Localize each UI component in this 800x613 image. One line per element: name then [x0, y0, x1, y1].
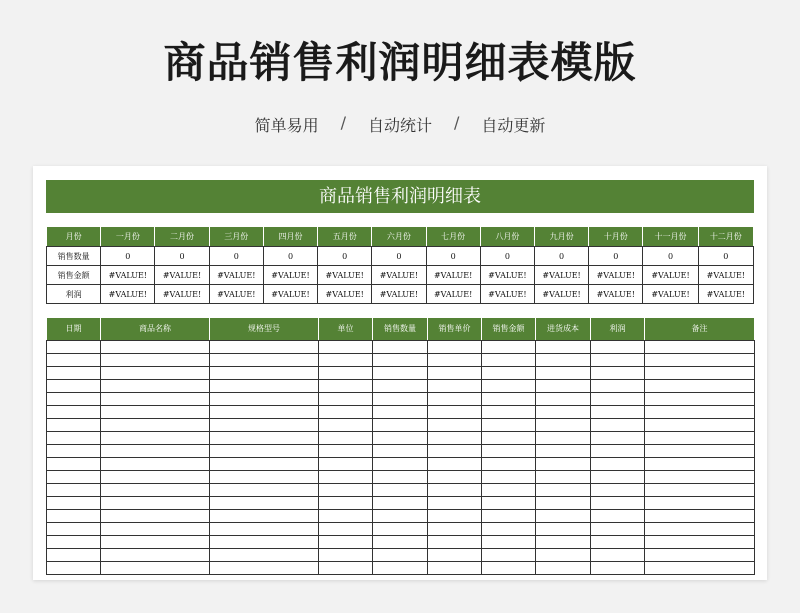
sales-detail-table	[46, 318, 755, 575]
detail-cell[interactable]	[591, 340, 645, 353]
summary-header-month: 月份	[47, 227, 101, 247]
detail-cell[interactable]	[210, 535, 319, 548]
detail-cell[interactable]	[482, 366, 536, 379]
detail-cell[interactable]	[210, 496, 319, 509]
detail-cell[interactable]	[373, 457, 428, 470]
detail-cell[interactable]	[591, 470, 645, 483]
detail-cell[interactable]	[373, 405, 428, 418]
detail-cell[interactable]	[101, 366, 210, 379]
detail-cell[interactable]	[591, 457, 645, 470]
summary-cell[interactable]: #VALUE!	[263, 285, 317, 304]
detail-cell[interactable]	[536, 340, 591, 353]
detail-cell[interactable]	[319, 392, 373, 405]
summary-cell[interactable]: #VALUE!	[318, 266, 372, 285]
detail-cell[interactable]	[645, 535, 755, 548]
summary-cell[interactable]: 0	[372, 247, 426, 266]
detail-cell[interactable]	[210, 366, 319, 379]
summary-header-cell: 十一月份	[643, 227, 698, 247]
table-row	[47, 483, 755, 496]
detail-cell[interactable]	[101, 509, 210, 522]
detail-cell[interactable]	[210, 405, 319, 418]
detail-cell[interactable]	[319, 418, 373, 431]
detail-cell[interactable]	[210, 340, 319, 353]
detail-cell[interactable]	[47, 548, 101, 561]
summary-row-label[interactable]: 销售金额	[47, 266, 101, 285]
detail-cell[interactable]	[101, 535, 210, 548]
table-row	[47, 444, 755, 457]
summary-header-cell: 七月份	[426, 227, 480, 247]
detail-cell[interactable]	[101, 392, 210, 405]
detail-cell[interactable]	[482, 509, 536, 522]
summary-header-cell: 四月份	[263, 227, 317, 247]
detail-cell[interactable]	[428, 379, 482, 392]
table-row	[47, 353, 755, 366]
detail-cell[interactable]	[591, 509, 645, 522]
detail-cell[interactable]	[482, 496, 536, 509]
summary-cell[interactable]: #VALUE!	[372, 266, 426, 285]
detail-cell[interactable]	[428, 535, 482, 548]
detail-cell[interactable]	[47, 366, 101, 379]
feature-auto-stats: 自动统计	[367, 116, 432, 135]
detail-cell[interactable]	[101, 340, 210, 353]
detail-cell[interactable]	[428, 431, 482, 444]
summary-header-cell: 三月份	[209, 227, 263, 247]
summary-header-cell: 九月份	[534, 227, 588, 247]
separator: /	[454, 113, 460, 132]
detail-cell[interactable]	[645, 353, 755, 366]
summary-cell[interactable]: #VALUE!	[101, 266, 155, 285]
detail-cell[interactable]	[210, 548, 319, 561]
detail-header-cell: 日期	[47, 318, 101, 340]
detail-cell[interactable]	[536, 496, 591, 509]
summary-header-row	[47, 227, 754, 247]
detail-cell[interactable]	[47, 535, 101, 548]
detail-cell[interactable]	[428, 561, 482, 574]
detail-cell[interactable]	[210, 509, 319, 522]
summary-cell[interactable]: #VALUE!	[589, 285, 643, 304]
detail-cell[interactable]	[645, 522, 755, 535]
detail-cell[interactable]	[47, 444, 101, 457]
detail-cell[interactable]	[482, 392, 536, 405]
detail-cell[interactable]	[373, 379, 428, 392]
detail-cell[interactable]	[591, 548, 645, 561]
detail-cell[interactable]	[591, 535, 645, 548]
table-row	[47, 379, 755, 392]
summary-header-cell: 六月份	[372, 227, 426, 247]
detail-cell[interactable]	[591, 522, 645, 535]
detail-cell[interactable]	[482, 444, 536, 457]
feature-easy: 简单易用	[254, 116, 319, 135]
detail-cell[interactable]	[645, 561, 755, 574]
table-row	[47, 509, 755, 522]
detail-cell[interactable]	[210, 392, 319, 405]
detail-cell[interactable]	[536, 392, 591, 405]
summary-cell[interactable]: 0	[643, 247, 698, 266]
detail-cell[interactable]	[319, 470, 373, 483]
detail-cell[interactable]	[428, 418, 482, 431]
summary-cell[interactable]: 0	[263, 247, 317, 266]
detail-cell[interactable]	[373, 522, 428, 535]
detail-cell[interactable]	[319, 457, 373, 470]
detail-cell[interactable]	[536, 561, 591, 574]
detail-cell[interactable]	[536, 431, 591, 444]
detail-cell[interactable]	[591, 405, 645, 418]
detail-cell[interactable]	[591, 444, 645, 457]
sheet-banner: 商品销售利润明细表	[46, 180, 754, 213]
detail-cell[interactable]	[591, 366, 645, 379]
detail-cell[interactable]	[319, 340, 373, 353]
detail-cell[interactable]	[319, 353, 373, 366]
summary-cell[interactable]: #VALUE!	[698, 266, 753, 285]
summary-row	[47, 285, 754, 304]
detail-cell[interactable]	[101, 548, 210, 561]
detail-cell[interactable]	[373, 366, 428, 379]
summary-cell[interactable]: #VALUE!	[101, 285, 155, 304]
table-row	[47, 561, 755, 574]
summary-header-cell: 十二月份	[698, 227, 753, 247]
summary-header-cell: 一月份	[101, 227, 155, 247]
detail-cell[interactable]	[373, 561, 428, 574]
table-row	[47, 431, 755, 444]
detail-header-cell: 商品名称	[101, 318, 210, 340]
detail-cell[interactable]	[645, 457, 755, 470]
detail-cell[interactable]	[645, 483, 755, 496]
detail-cell[interactable]	[536, 470, 591, 483]
detail-cell[interactable]	[47, 470, 101, 483]
summary-header-cell: 十月份	[589, 227, 643, 247]
detail-cell[interactable]	[591, 379, 645, 392]
detail-header-cell: 备注	[645, 318, 755, 340]
detail-cell[interactable]	[47, 509, 101, 522]
detail-cell[interactable]	[47, 457, 101, 470]
table-row	[47, 457, 755, 470]
table-row	[47, 366, 755, 379]
detail-header-cell: 销售单价	[428, 318, 482, 340]
detail-cell[interactable]	[47, 379, 101, 392]
detail-cell[interactable]	[536, 483, 591, 496]
detail-cell[interactable]	[428, 340, 482, 353]
detail-cell[interactable]	[482, 561, 536, 574]
table-row	[47, 405, 755, 418]
detail-cell[interactable]	[47, 353, 101, 366]
table-row	[47, 392, 755, 405]
detail-cell[interactable]	[47, 483, 101, 496]
summary-cell[interactable]: #VALUE!	[155, 266, 209, 285]
detail-cell[interactable]	[428, 509, 482, 522]
feature-list	[0, 113, 800, 136]
detail-cell[interactable]	[47, 418, 101, 431]
detail-cell[interactable]	[482, 405, 536, 418]
summary-cell[interactable]: #VALUE!	[209, 285, 263, 304]
detail-header-cell: 单位	[319, 318, 373, 340]
detail-cell[interactable]	[210, 561, 319, 574]
summary-cell[interactable]: 0	[480, 247, 534, 266]
detail-cell[interactable]	[373, 340, 428, 353]
summary-cell[interactable]: 0	[534, 247, 588, 266]
detail-cell[interactable]	[482, 522, 536, 535]
summary-cell[interactable]: 0	[209, 247, 263, 266]
summary-cell[interactable]: 0	[426, 247, 480, 266]
detail-cell[interactable]	[645, 470, 755, 483]
detail-cell[interactable]	[373, 418, 428, 431]
detail-cell[interactable]	[101, 444, 210, 457]
summary-row-label[interactable]: 利润	[47, 285, 101, 304]
detail-cell[interactable]	[210, 353, 319, 366]
detail-header-cell: 规格型号	[210, 318, 319, 340]
detail-cell[interactable]	[319, 522, 373, 535]
feature-auto-update: 自动更新	[481, 116, 546, 135]
detail-cell[interactable]	[101, 418, 210, 431]
detail-cell[interactable]	[101, 470, 210, 483]
detail-cell[interactable]	[428, 405, 482, 418]
spreadsheet-preview	[33, 166, 767, 580]
detail-cell[interactable]	[536, 418, 591, 431]
detail-cell[interactable]	[591, 392, 645, 405]
monthly-summary-table	[46, 226, 754, 304]
detail-cell[interactable]	[536, 457, 591, 470]
detail-cell[interactable]	[47, 405, 101, 418]
detail-cell[interactable]	[645, 431, 755, 444]
summary-cell[interactable]: #VALUE!	[643, 285, 698, 304]
detail-cell[interactable]	[319, 366, 373, 379]
detail-cell[interactable]	[482, 353, 536, 366]
detail-cell[interactable]	[645, 340, 755, 353]
detail-cell[interactable]	[536, 548, 591, 561]
detail-cell[interactable]	[319, 405, 373, 418]
detail-cell[interactable]	[101, 431, 210, 444]
detail-cell[interactable]	[591, 418, 645, 431]
detail-cell[interactable]	[101, 496, 210, 509]
detail-cell[interactable]	[101, 379, 210, 392]
summary-cell[interactable]: #VALUE!	[480, 285, 534, 304]
detail-cell[interactable]	[482, 340, 536, 353]
table-row	[47, 496, 755, 509]
detail-cell[interactable]	[319, 509, 373, 522]
detail-cell[interactable]	[210, 522, 319, 535]
detail-cell[interactable]	[536, 405, 591, 418]
table-row	[47, 340, 755, 353]
summary-cell[interactable]: #VALUE!	[426, 266, 480, 285]
detail-cell[interactable]	[47, 522, 101, 535]
detail-cell[interactable]	[47, 431, 101, 444]
detail-cell[interactable]	[645, 496, 755, 509]
summary-row	[47, 266, 754, 285]
detail-cell[interactable]	[428, 444, 482, 457]
detail-cell[interactable]	[536, 353, 591, 366]
table-row	[47, 418, 755, 431]
detail-cell[interactable]	[645, 405, 755, 418]
detail-cell[interactable]	[373, 483, 428, 496]
detail-cell[interactable]	[210, 457, 319, 470]
detail-cell[interactable]	[373, 548, 428, 561]
summary-cell[interactable]: #VALUE!	[209, 266, 263, 285]
detail-cell[interactable]	[428, 353, 482, 366]
detail-cell[interactable]	[101, 353, 210, 366]
detail-cell[interactable]	[210, 483, 319, 496]
detail-cell[interactable]	[536, 522, 591, 535]
detail-cell[interactable]	[591, 353, 645, 366]
summary-header-cell: 五月份	[318, 227, 372, 247]
detail-cell[interactable]	[373, 509, 428, 522]
detail-cell[interactable]	[373, 496, 428, 509]
detail-cell[interactable]	[210, 418, 319, 431]
detail-cell[interactable]	[482, 470, 536, 483]
detail-header-cell: 销售金额	[482, 318, 536, 340]
detail-cell[interactable]	[101, 457, 210, 470]
summary-cell[interactable]: 0	[155, 247, 209, 266]
summary-cell[interactable]: #VALUE!	[589, 266, 643, 285]
detail-cell[interactable]	[482, 535, 536, 548]
table-row	[47, 522, 755, 535]
detail-header-cell: 进货成本	[536, 318, 591, 340]
detail-cell[interactable]	[482, 418, 536, 431]
summary-cell[interactable]: #VALUE!	[534, 266, 588, 285]
summary-cell[interactable]: #VALUE!	[643, 266, 698, 285]
summary-cell[interactable]: 0	[589, 247, 643, 266]
detail-cell[interactable]	[319, 483, 373, 496]
detail-cell[interactable]	[645, 548, 755, 561]
detail-cell[interactable]	[210, 379, 319, 392]
detail-cell[interactable]	[319, 535, 373, 548]
detail-cell[interactable]	[47, 561, 101, 574]
detail-cell[interactable]	[645, 379, 755, 392]
summary-row-label[interactable]: 销售数量	[47, 247, 101, 266]
detail-cell[interactable]	[591, 431, 645, 444]
detail-cell[interactable]	[482, 457, 536, 470]
detail-cell[interactable]	[428, 366, 482, 379]
detail-cell[interactable]	[47, 340, 101, 353]
detail-cell[interactable]	[319, 379, 373, 392]
detail-cell[interactable]	[428, 483, 482, 496]
detail-cell[interactable]	[645, 509, 755, 522]
detail-cell[interactable]	[319, 444, 373, 457]
detail-cell[interactable]	[482, 483, 536, 496]
detail-cell[interactable]	[319, 548, 373, 561]
summary-cell[interactable]: 0	[318, 247, 372, 266]
detail-cell[interactable]	[373, 444, 428, 457]
summary-row	[47, 247, 754, 266]
summary-header-cell: 二月份	[155, 227, 209, 247]
detail-cell[interactable]	[101, 522, 210, 535]
summary-cell[interactable]: #VALUE!	[372, 285, 426, 304]
detail-header-cell: 销售数量	[373, 318, 428, 340]
detail-cell[interactable]	[101, 405, 210, 418]
detail-cell[interactable]	[482, 431, 536, 444]
detail-cell[interactable]	[536, 535, 591, 548]
summary-cell[interactable]: #VALUE!	[698, 285, 753, 304]
detail-cell[interactable]	[428, 470, 482, 483]
summary-cell[interactable]: #VALUE!	[263, 266, 317, 285]
separator: /	[340, 113, 346, 132]
detail-cell[interactable]	[645, 444, 755, 457]
detail-cell[interactable]	[428, 457, 482, 470]
table-row	[47, 470, 755, 483]
detail-cell[interactable]	[101, 561, 210, 574]
detail-cell[interactable]	[373, 353, 428, 366]
detail-cell[interactable]	[319, 431, 373, 444]
summary-cell[interactable]: #VALUE!	[155, 285, 209, 304]
table-row	[47, 535, 755, 548]
detail-cell[interactable]	[373, 470, 428, 483]
summary-header-cell: 八月份	[480, 227, 534, 247]
detail-cell[interactable]	[428, 522, 482, 535]
summary-cell[interactable]: 0	[101, 247, 155, 266]
detail-cell[interactable]	[210, 470, 319, 483]
summary-cell[interactable]: #VALUE!	[426, 285, 480, 304]
detail-cell[interactable]	[482, 379, 536, 392]
summary-cell[interactable]: #VALUE!	[480, 266, 534, 285]
detail-cell[interactable]	[210, 444, 319, 457]
detail-cell[interactable]	[482, 548, 536, 561]
detail-cell[interactable]	[536, 509, 591, 522]
detail-cell[interactable]	[591, 496, 645, 509]
detail-cell[interactable]	[319, 561, 373, 574]
detail-cell[interactable]	[536, 366, 591, 379]
detail-cell[interactable]	[210, 431, 319, 444]
detail-cell[interactable]	[373, 535, 428, 548]
detail-cell[interactable]	[645, 366, 755, 379]
detail-cell[interactable]	[47, 392, 101, 405]
detail-cell[interactable]	[536, 379, 591, 392]
detail-cell[interactable]	[428, 496, 482, 509]
detail-cell[interactable]	[645, 392, 755, 405]
detail-cell[interactable]	[645, 418, 755, 431]
summary-cell[interactable]: 0	[698, 247, 753, 266]
detail-cell[interactable]	[373, 431, 428, 444]
detail-cell[interactable]	[591, 561, 645, 574]
summary-cell[interactable]: #VALUE!	[534, 285, 588, 304]
detail-cell[interactable]	[591, 483, 645, 496]
detail-cell[interactable]	[47, 496, 101, 509]
detail-cell[interactable]	[101, 483, 210, 496]
summary-cell[interactable]: #VALUE!	[318, 285, 372, 304]
detail-cell[interactable]	[319, 496, 373, 509]
detail-header-row	[47, 318, 755, 340]
detail-cell[interactable]	[428, 392, 482, 405]
detail-header-cell: 利润	[591, 318, 645, 340]
table-row	[47, 548, 755, 561]
detail-cell[interactable]	[428, 548, 482, 561]
detail-cell[interactable]	[373, 392, 428, 405]
page-title: 商品销售利润明细表模版	[163, 38, 637, 87]
detail-cell[interactable]	[536, 444, 591, 457]
